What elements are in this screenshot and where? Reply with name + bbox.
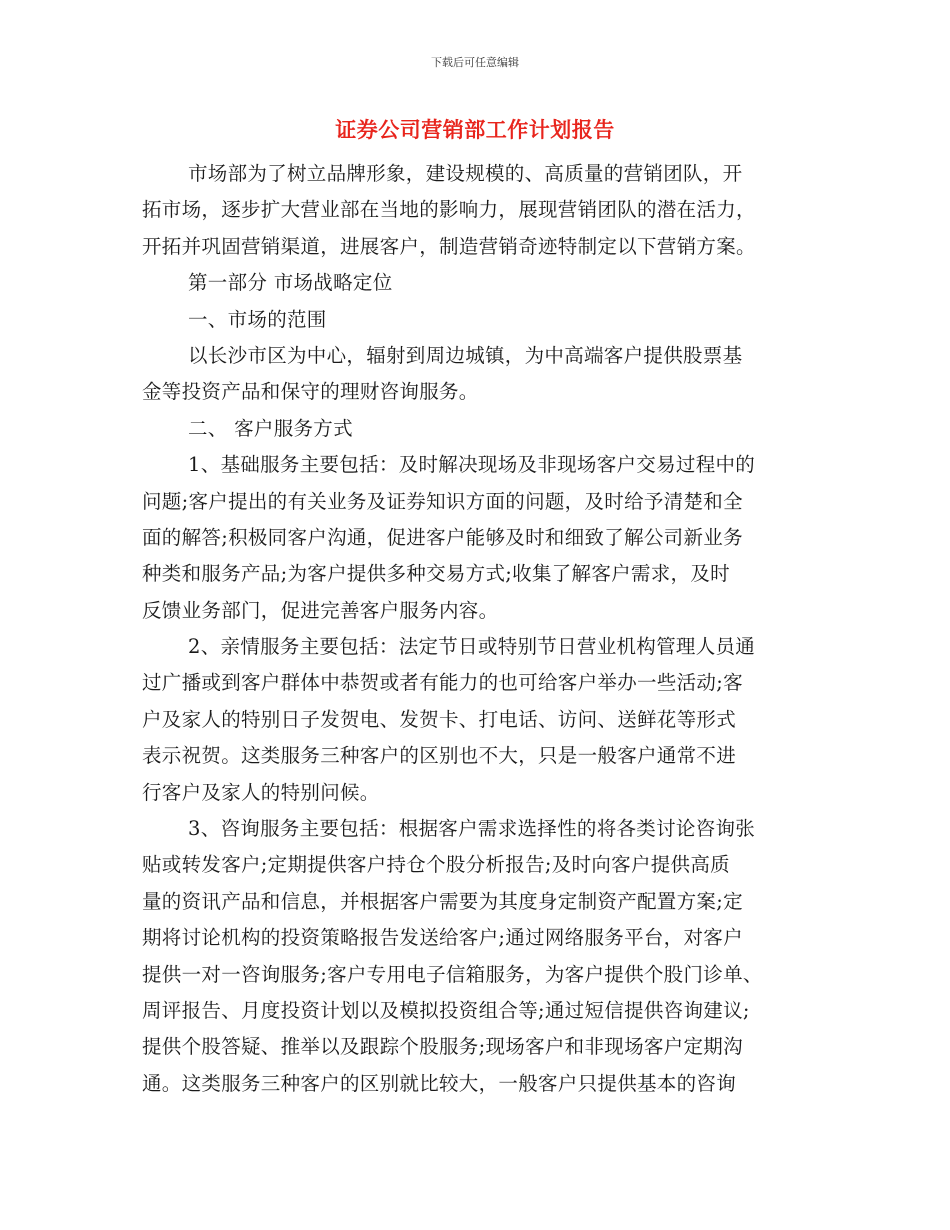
text-line: 通。这类服务三种客户的区别就比较大，一般客户只提供基本的咨询 — [142, 1071, 737, 1095]
text-line: 2、亲情服务主要包括：法定节日或特别节日营业机构管理人员通 — [188, 635, 756, 659]
text-line: 1、基础服务主要包括：及时解决现场及非现场客户交易过程中的 — [188, 453, 756, 477]
text-line: 行客户及家人的特别问候。 — [142, 780, 380, 804]
text-line: 第一部分 市场战略定位 — [188, 271, 393, 295]
text-line: 表示祝贺。这类服务三种客户的区别也不大，只是一般客户通常不进 — [142, 744, 737, 768]
document-body — [142, 156, 812, 1102]
document-title: 证券公司营销部工作计划报告 — [335, 118, 615, 142]
text-line: 反馈业务部门，促进完善客户服务内容。 — [142, 598, 499, 622]
text-line: 开拓并巩固营销渠道，进展客户，制造营销奇迹特制定以下营销方案。 — [142, 234, 756, 258]
text-line: 3、咨询服务主要包括：根据客户需求选择性的将各类讨论咨询张 — [188, 817, 756, 841]
text-line: 提供一对一咨询服务;客户专用电子信箱服务，为客户提供个股门诊单、 — [142, 962, 763, 986]
text-line: 拓市场，逐步扩大营业部在当地的影响力，展现营销团队的潜在活力， — [142, 198, 756, 222]
text-line: 面的解答;积极同客户沟通，促进客户能够及时和细致了解公司新业务 — [142, 525, 743, 549]
text-line: 以长沙市区为中心，辐射到周边城镇，为中高端客户提供股票基 — [188, 343, 743, 367]
text-line: 贴或转发客户;定期提供客户持仓个股分析报告;及时向客户提供高质 — [142, 853, 730, 877]
header-note: 下载后可任意编辑 — [431, 56, 519, 69]
text-line: 量的资讯产品和信息，并根据客户需要为其度身定制资产配置方案;定 — [142, 889, 743, 913]
text-line: 户及家人的特别日子发贺电、发贺卡、打电话、访问、送鲜花等形式 — [142, 707, 737, 731]
text-line: 市场部为了树立品牌形象，建设规模的、高质量的营销团队，开 — [188, 162, 743, 185]
text-line: 二、 客户服务方式 — [188, 416, 353, 440]
text-line: 问题;客户提出的有关业务及证券知识方面的问题，及时给予清楚和全 — [142, 489, 743, 513]
text-line: 过广播或到客户群体中恭贺或者有能力的也可给客户举办一些活动;客 — [142, 671, 743, 695]
text-line: 周评报告、月度投资计划以及模拟投资组合等;通过短信提供咨询建议; — [142, 998, 750, 1022]
text-line: 一、市场的范围 — [188, 307, 327, 331]
text-line: 提供个股答疑、推举以及跟踪个股服务;现场客户和非现场客户定期沟 — [142, 1035, 743, 1059]
text-line: 金等投资产品和保守的理财咨询服务。 — [142, 380, 479, 404]
text-line: 种类和服务产品;为客户提供多种交易方式;收集了解客户需求，及时 — [142, 562, 730, 586]
text-line: 期将讨论机构的投资策略报告发送给客户;通过网络服务平台，对客户 — [142, 926, 743, 950]
